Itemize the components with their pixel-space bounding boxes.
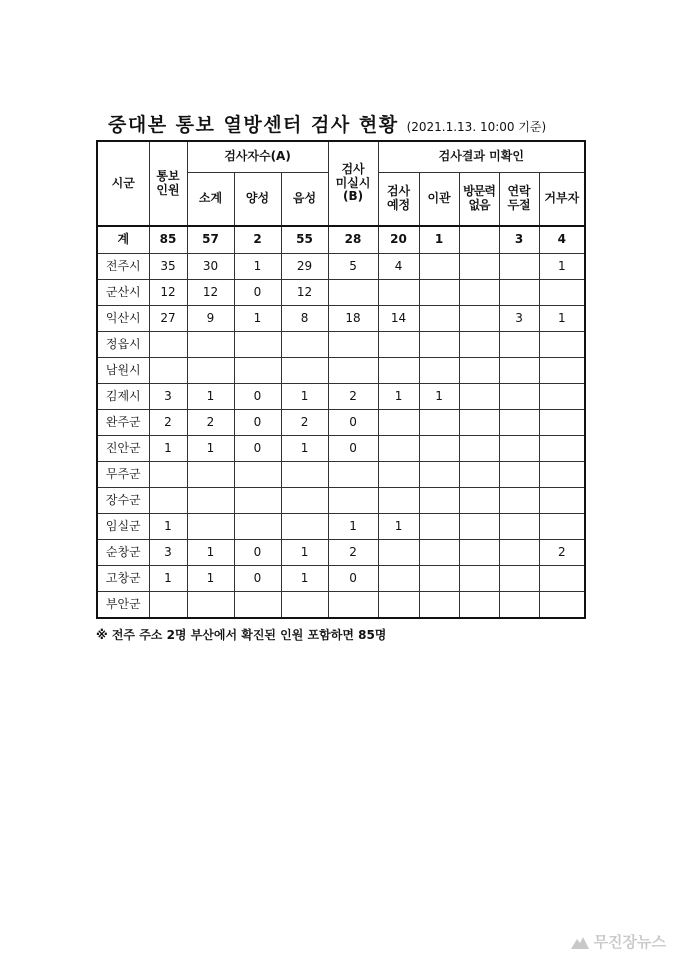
cell-region: 순창군: [97, 540, 149, 566]
cell-transferred: [419, 462, 459, 488]
cell-subtotal: [187, 592, 234, 619]
cell-region: 군산시: [97, 280, 149, 306]
cell-region: 장수군: [97, 488, 149, 514]
cell-subtotal: 1: [187, 566, 234, 592]
cell-subtotal: 30: [187, 254, 234, 280]
cell-positive: 1: [234, 254, 281, 280]
cell-scheduled: [378, 488, 419, 514]
cell-notified: 1: [149, 566, 187, 592]
cell-region: 전주시: [97, 254, 149, 280]
cell-positive: [234, 332, 281, 358]
total-positive: 2: [234, 226, 281, 254]
header-region: 시군: [97, 141, 149, 226]
cell-refused: [539, 462, 585, 488]
cell-refused: 1: [539, 306, 585, 332]
header-scheduled: 검사 예정: [378, 173, 419, 227]
cell-transferred: [419, 280, 459, 306]
header-untested: 검사 미실시 (B): [328, 141, 378, 226]
cell-positive: [234, 488, 281, 514]
cell-no-contact: [499, 254, 539, 280]
cell-untested: [328, 592, 378, 619]
cell-negative: 2: [281, 410, 328, 436]
cell-no-contact: [499, 358, 539, 384]
cell-negative: 29: [281, 254, 328, 280]
cell-no-contact: [499, 592, 539, 619]
cell-region: 고창군: [97, 566, 149, 592]
header-unconfirmed-group: 검사결과 미확인: [378, 141, 585, 173]
total-transferred: 1: [419, 226, 459, 254]
cell-refused: [539, 358, 585, 384]
cell-no-visit: [459, 514, 499, 540]
total-no-contact: 3: [499, 226, 539, 254]
table-row: [97, 514, 585, 540]
cell-notified: [149, 332, 187, 358]
cell-no-visit: [459, 306, 499, 332]
cell-transferred: [419, 306, 459, 332]
cell-notified: 3: [149, 540, 187, 566]
cell-no-visit: [459, 436, 499, 462]
cell-refused: [539, 592, 585, 619]
cell-transferred: 1: [419, 384, 459, 410]
cell-transferred: [419, 488, 459, 514]
cell-subtotal: 1: [187, 540, 234, 566]
cell-region: 김제시: [97, 384, 149, 410]
cell-notified: 1: [149, 436, 187, 462]
cell-positive: 0: [234, 384, 281, 410]
header-no-visit: 방문력 없음: [459, 173, 499, 227]
cell-transferred: [419, 514, 459, 540]
cell-region: 익산시: [97, 306, 149, 332]
table-row: [97, 488, 585, 514]
table-row: [97, 280, 585, 306]
table-row: [97, 254, 585, 280]
cell-untested: [328, 332, 378, 358]
cell-scheduled: [378, 436, 419, 462]
cell-positive: [234, 592, 281, 619]
header-row-1: [97, 141, 585, 173]
cell-negative: [281, 462, 328, 488]
total-untested: 28: [328, 226, 378, 254]
cell-scheduled: [378, 592, 419, 619]
header-refused: 거부자: [539, 173, 585, 227]
header-negative: 음성: [281, 173, 328, 227]
cell-subtotal: 1: [187, 436, 234, 462]
cell-subtotal: [187, 462, 234, 488]
cell-no-visit: [459, 488, 499, 514]
cell-no-visit: [459, 566, 499, 592]
cell-untested: [328, 280, 378, 306]
watermark-text: 무진장뉴스: [593, 933, 666, 951]
cell-negative: 1: [281, 384, 328, 410]
cell-no-contact: [499, 384, 539, 410]
cell-notified: [149, 488, 187, 514]
cell-subtotal: [187, 332, 234, 358]
cell-no-visit: [459, 254, 499, 280]
header-positive: 양성: [234, 173, 281, 227]
cell-scheduled: 1: [378, 384, 419, 410]
table-row: [97, 384, 585, 410]
cell-negative: [281, 592, 328, 619]
cell-scheduled: [378, 540, 419, 566]
header-tested-group: 검사자수(A): [187, 141, 328, 173]
table-row: [97, 566, 585, 592]
cell-refused: [539, 280, 585, 306]
cell-untested: 0: [328, 436, 378, 462]
total-subtotal: 57: [187, 226, 234, 254]
cell-no-visit: [459, 410, 499, 436]
table-row: [97, 436, 585, 462]
cell-positive: [234, 514, 281, 540]
cell-region: 남원시: [97, 358, 149, 384]
cell-transferred: [419, 566, 459, 592]
cell-region: 무주군: [97, 462, 149, 488]
cell-no-contact: [499, 488, 539, 514]
cell-untested: 1: [328, 514, 378, 540]
cell-transferred: [419, 332, 459, 358]
cell-no-visit: [459, 540, 499, 566]
status-table: [96, 140, 586, 619]
footnote: ※ 전주 주소 2명 부산에서 확진된 인원 포함하면 85명: [96, 628, 387, 642]
cell-untested: 2: [328, 540, 378, 566]
total-notified: 85: [149, 226, 187, 254]
cell-negative: 8: [281, 306, 328, 332]
cell-untested: 2: [328, 384, 378, 410]
cell-subtotal: 9: [187, 306, 234, 332]
cell-refused: 2: [539, 540, 585, 566]
total-region: 계: [97, 226, 149, 254]
cell-transferred: [419, 254, 459, 280]
cell-negative: [281, 358, 328, 384]
cell-refused: [539, 566, 585, 592]
cell-region: 부안군: [97, 592, 149, 619]
cell-no-visit: [459, 462, 499, 488]
cell-no-contact: [499, 566, 539, 592]
cell-untested: 0: [328, 410, 378, 436]
document-title: [108, 110, 628, 136]
cell-no-contact: [499, 332, 539, 358]
cell-scheduled: [378, 280, 419, 306]
cell-no-contact: 3: [499, 306, 539, 332]
total-refused: 4: [539, 226, 585, 254]
table-row: [97, 410, 585, 436]
cell-scheduled: 1: [378, 514, 419, 540]
cell-region: 정읍시: [97, 332, 149, 358]
cell-notified: 35: [149, 254, 187, 280]
cell-positive: 0: [234, 280, 281, 306]
cell-positive: 0: [234, 540, 281, 566]
cell-transferred: [419, 592, 459, 619]
cell-negative: 12: [281, 280, 328, 306]
cell-notified: 1: [149, 514, 187, 540]
header-subtotal: 소계: [187, 173, 234, 227]
total-scheduled: 20: [378, 226, 419, 254]
cell-positive: 0: [234, 566, 281, 592]
cell-notified: [149, 592, 187, 619]
cell-notified: 2: [149, 410, 187, 436]
cell-refused: [539, 514, 585, 540]
cell-refused: [539, 436, 585, 462]
cell-untested: [328, 488, 378, 514]
cell-scheduled: 14: [378, 306, 419, 332]
cell-subtotal: [187, 358, 234, 384]
cell-no-contact: [499, 410, 539, 436]
cell-positive: 0: [234, 410, 281, 436]
table-row: [97, 358, 585, 384]
total-row: [97, 226, 585, 254]
cell-region: 완주군: [97, 410, 149, 436]
table-row: [97, 592, 585, 619]
cell-no-contact: [499, 280, 539, 306]
table-row: [97, 540, 585, 566]
watermark: [570, 931, 666, 952]
cell-positive: [234, 358, 281, 384]
cell-scheduled: [378, 410, 419, 436]
cell-subtotal: 1: [187, 384, 234, 410]
cell-positive: [234, 462, 281, 488]
cell-scheduled: [378, 462, 419, 488]
title-date: (2021.1.13. 10:00 기준): [406, 120, 547, 134]
total-no-visit: [459, 226, 499, 254]
cell-negative: 1: [281, 566, 328, 592]
cell-refused: [539, 488, 585, 514]
cell-notified: [149, 462, 187, 488]
cell-no-visit: [459, 332, 499, 358]
cell-refused: [539, 410, 585, 436]
cell-transferred: [419, 436, 459, 462]
cell-negative: [281, 488, 328, 514]
cell-untested: [328, 462, 378, 488]
cell-subtotal: [187, 514, 234, 540]
cell-positive: 1: [234, 306, 281, 332]
cell-subtotal: 12: [187, 280, 234, 306]
cell-negative: 1: [281, 540, 328, 566]
cell-notified: 27: [149, 306, 187, 332]
cell-no-contact: [499, 462, 539, 488]
cell-untested: 18: [328, 306, 378, 332]
title-main: 중대본 통보 열방센터 검사 현황: [108, 114, 399, 136]
cell-no-visit: [459, 592, 499, 619]
cell-no-contact: [499, 514, 539, 540]
table-row: [97, 462, 585, 488]
table-row: [97, 306, 585, 332]
cell-negative: [281, 332, 328, 358]
cell-notified: [149, 358, 187, 384]
cell-no-contact: [499, 540, 539, 566]
cell-negative: [281, 514, 328, 540]
cell-region: 진안군: [97, 436, 149, 462]
cell-positive: 0: [234, 436, 281, 462]
cell-scheduled: [378, 566, 419, 592]
cell-no-visit: [459, 384, 499, 410]
cell-untested: [328, 358, 378, 384]
cell-no-visit: [459, 280, 499, 306]
cell-transferred: [419, 358, 459, 384]
cell-untested: 5: [328, 254, 378, 280]
cell-scheduled: [378, 332, 419, 358]
mountain-logo-icon: [570, 934, 590, 950]
cell-transferred: [419, 410, 459, 436]
cell-no-visit: [459, 358, 499, 384]
total-negative: 55: [281, 226, 328, 254]
cell-notified: 3: [149, 384, 187, 410]
cell-no-contact: [499, 436, 539, 462]
cell-scheduled: 4: [378, 254, 419, 280]
table-row: [97, 332, 585, 358]
cell-untested: 0: [328, 566, 378, 592]
cell-scheduled: [378, 358, 419, 384]
cell-negative: 1: [281, 436, 328, 462]
cell-refused: [539, 332, 585, 358]
cell-notified: 12: [149, 280, 187, 306]
header-notified: 통보 인원: [149, 141, 187, 226]
header-no-contact: 연락 두절: [499, 173, 539, 227]
header-transferred: 이관: [419, 173, 459, 227]
cell-subtotal: 2: [187, 410, 234, 436]
cell-refused: [539, 384, 585, 410]
cell-region: 임실군: [97, 514, 149, 540]
cell-refused: 1: [539, 254, 585, 280]
cell-subtotal: [187, 488, 234, 514]
cell-transferred: [419, 540, 459, 566]
